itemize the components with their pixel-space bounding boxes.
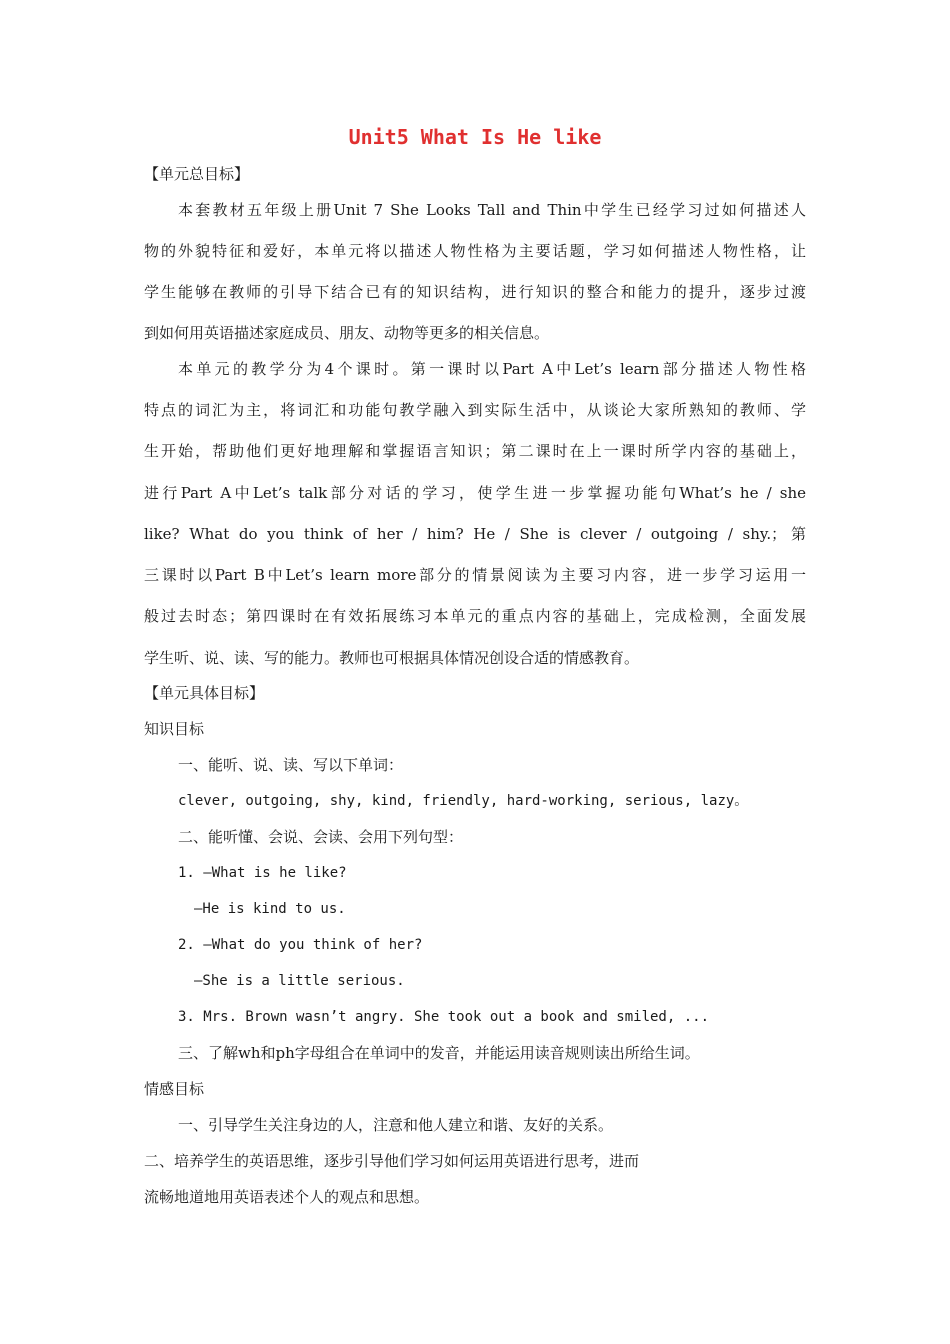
section-heading-overall-goals: 【单元总目标】 xyxy=(144,165,250,183)
subheading-knowledge-goals: 知识目标 xyxy=(144,720,205,738)
paragraph-line: 三课时以Part B中Let’s learn more部分的情景阅读为主要习内容，进一步学习运用一 xyxy=(144,566,806,584)
paragraph-line: 特点的词汇为主，将词汇和功能句教学融入到实际生活中，从谈论大家所熟知的教师、学 xyxy=(144,401,806,419)
paragraph-line: 般过去时态；第四课时在有效拓展练习本单元的重点内容的基础上，完成检测，全面发展 xyxy=(144,607,806,625)
emotional-item-2-continued: 流畅地道地用英语表述个人的观点和思想。 xyxy=(144,1188,430,1206)
paragraph-line: 进行Part A中Let’s talk部分对话的学习，使学生进一步掌握功能句What’s he / she xyxy=(144,484,806,502)
paragraph-line: 本单元的教学分为4个课时。第一课时以Part A中Let’s learn部分描述人物性格 xyxy=(178,360,806,378)
sentence-pattern-3: 3. Mrs. Brown wasn’t angry. She took out a book and smiled, ... xyxy=(178,1009,710,1025)
emotional-item-2: 二、培养学生的英语思维，逐步引导他们学习如何运用英语进行思考，进而 xyxy=(144,1152,640,1170)
paragraph-line: 生开始，帮助他们更好地理解和掌握语言知识；第二课时在上一课时所学内容的基础上， xyxy=(144,442,806,460)
sentence-pattern-2-answer: —She is a little serious. xyxy=(194,973,405,989)
knowledge-item-3: 三、了解wh和ph字母组合在单词中的发音，并能运用读音规则读出所给生词。 xyxy=(178,1044,700,1062)
paragraph-line: 学生听、说、读、写的能力。教师也可根据具体情况创设合适的情感教育。 xyxy=(144,649,640,667)
paragraph-line: 本套教材五年级上册Unit 7 She Looks Tall and Thin中学生已经学习过如何描述人 xyxy=(178,201,806,219)
paragraph-line: 到如何用英语描述家庭成员、朋友、动物等更多的相关信息。 xyxy=(144,324,550,342)
document-title: Unit5 What Is He like xyxy=(348,125,602,149)
knowledge-item-2: 二、能听懂、会说、会读、会用下列句型： xyxy=(178,828,464,846)
sentence-pattern-1-question: 1. —What is he like? xyxy=(178,865,347,881)
subheading-emotional-goals: 情感目标 xyxy=(144,1080,205,1098)
sentence-pattern-2-question: 2. —What do you think of her? xyxy=(178,937,423,953)
paragraph-line: like? What do you think of her / him? He / She is clever / outgoing / shy.；第 xyxy=(144,525,806,543)
paragraph-line: 学生能够在教师的引导下结合已有的知识结构，进行知识的整合和能力的提升，逐步过渡 xyxy=(144,283,806,301)
sentence-pattern-1-answer: —He is kind to us. xyxy=(194,901,346,917)
knowledge-item-1: 一、能听、说、读、写以下单词： xyxy=(178,756,404,774)
section-heading-specific-goals: 【单元具体目标】 xyxy=(144,684,265,702)
paragraph-line: 物的外貌特征和爱好，本单元将以描述人物性格为主要话题，学习如何描述人物性格，让 xyxy=(144,242,806,260)
vocabulary-list: clever, outgoing, shy, kind, friendly, hard-working, serious, lazy。 xyxy=(178,793,749,809)
emotional-item-1: 一、引导学生关注身边的人，注意和他人建立和谐、友好的关系。 xyxy=(178,1116,614,1134)
